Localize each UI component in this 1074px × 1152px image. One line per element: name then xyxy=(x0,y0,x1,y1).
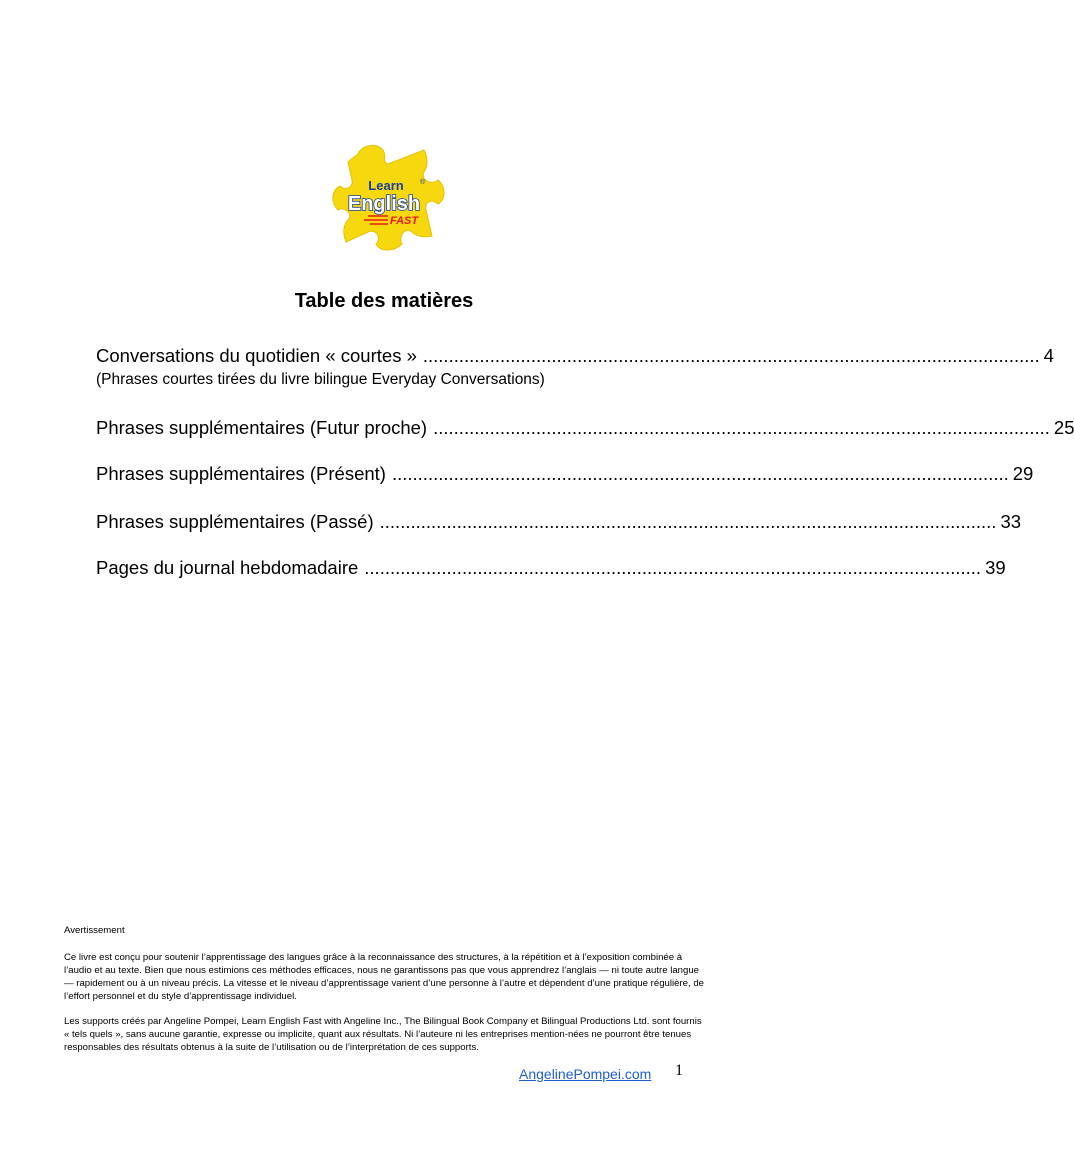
toc-entry-page: 4 xyxy=(1043,345,1054,366)
toc-entry-page: 25 xyxy=(1053,417,1074,438)
toc-entry-label: Phrases supplémentaires (Passé) xyxy=(96,511,374,532)
logo-english-text: English xyxy=(347,193,421,215)
toc-entry-label: Conversations du quotidien « courtes » xyxy=(96,345,417,366)
toc-entry-label: Pages du journal hebdomadaire xyxy=(96,557,359,578)
toc-leader-dots: ........................................................................................................................ xyxy=(422,345,1040,366)
disclaimer-paragraph: Ce livre est conçu pour soutenir l’apprentissage des langues grâce à la reconnaissance des structures, à la répétition et à l’exposition combinée à l’audio et au texte. Bien que nous estimions ces méthodes efficaces, nous ne garantissons pas que vous apprendrez l’anglais — ni toute autre langue — rapidement ou à un niveau précis. La vitesse et le niveau d’apprentissage varient d’une personne à l’autre et dépendent d’une pratique régulière, de l’effort personnel et du style d’apprentissage individuel. xyxy=(64,952,705,1002)
toc-leader-dots: ........................................................................................................................ xyxy=(379,511,997,532)
toc-entry-conversations[interactable] xyxy=(96,344,1054,390)
toc-title: Table des matières xyxy=(294,290,474,312)
toc-entry-passe[interactable] xyxy=(96,510,1022,534)
toc-leader-dots: ........................................................................................................................ xyxy=(364,557,982,578)
toc-entry-page: 29 xyxy=(1012,463,1034,484)
toc-entry-futur-proche[interactable] xyxy=(96,416,1074,440)
toc-entry-page: 39 xyxy=(985,557,1006,578)
toc-leader-dots: ........................................................................................................................ xyxy=(391,463,1009,484)
disclaimer-paragraph: Les supports créés par Angeline Pompei, Learn English Fast with Angeline Inc., The Bilingual Book Company et Bilingual Productions Ltd. sont fournis « tels quels », sans aucune garantie, expresse ou implicite, quant aux résultats. Ni l’auteure ni les entreprises mention-nées ne pourront être tenues responsables des résultats obtenus à la suite de l’utilisation ou de l’interprétation de ces supports. xyxy=(64,1016,702,1053)
puzzle-piece-logo-icon xyxy=(328,140,448,255)
website-link[interactable]: AngelinePompei.com xyxy=(519,1066,652,1082)
logo-registered-mark: ® xyxy=(420,179,426,186)
toc-entry-page: 33 xyxy=(1000,511,1022,532)
toc-entry-subtitle: (Phrases courtes tirées du livre bilingue Everyday Conversations) xyxy=(96,371,545,388)
toc-leader-dots: ........................................................................................................................ xyxy=(433,417,1050,438)
page-number: 1 xyxy=(675,1062,683,1079)
toc-entry-label: Phrases supplémentaires (Futur proche) xyxy=(96,417,428,438)
toc-entry-present[interactable] xyxy=(96,462,1034,486)
toc-entry-journal[interactable] xyxy=(96,556,1006,580)
disclaimer xyxy=(64,924,704,1066)
logo-learn-text: Learn xyxy=(368,178,404,193)
disclaimer-title: Avertissement xyxy=(64,925,125,936)
logo-fast-text: FAST xyxy=(390,215,419,227)
toc-entry-label: Phrases supplémentaires (Présent) xyxy=(96,463,386,484)
